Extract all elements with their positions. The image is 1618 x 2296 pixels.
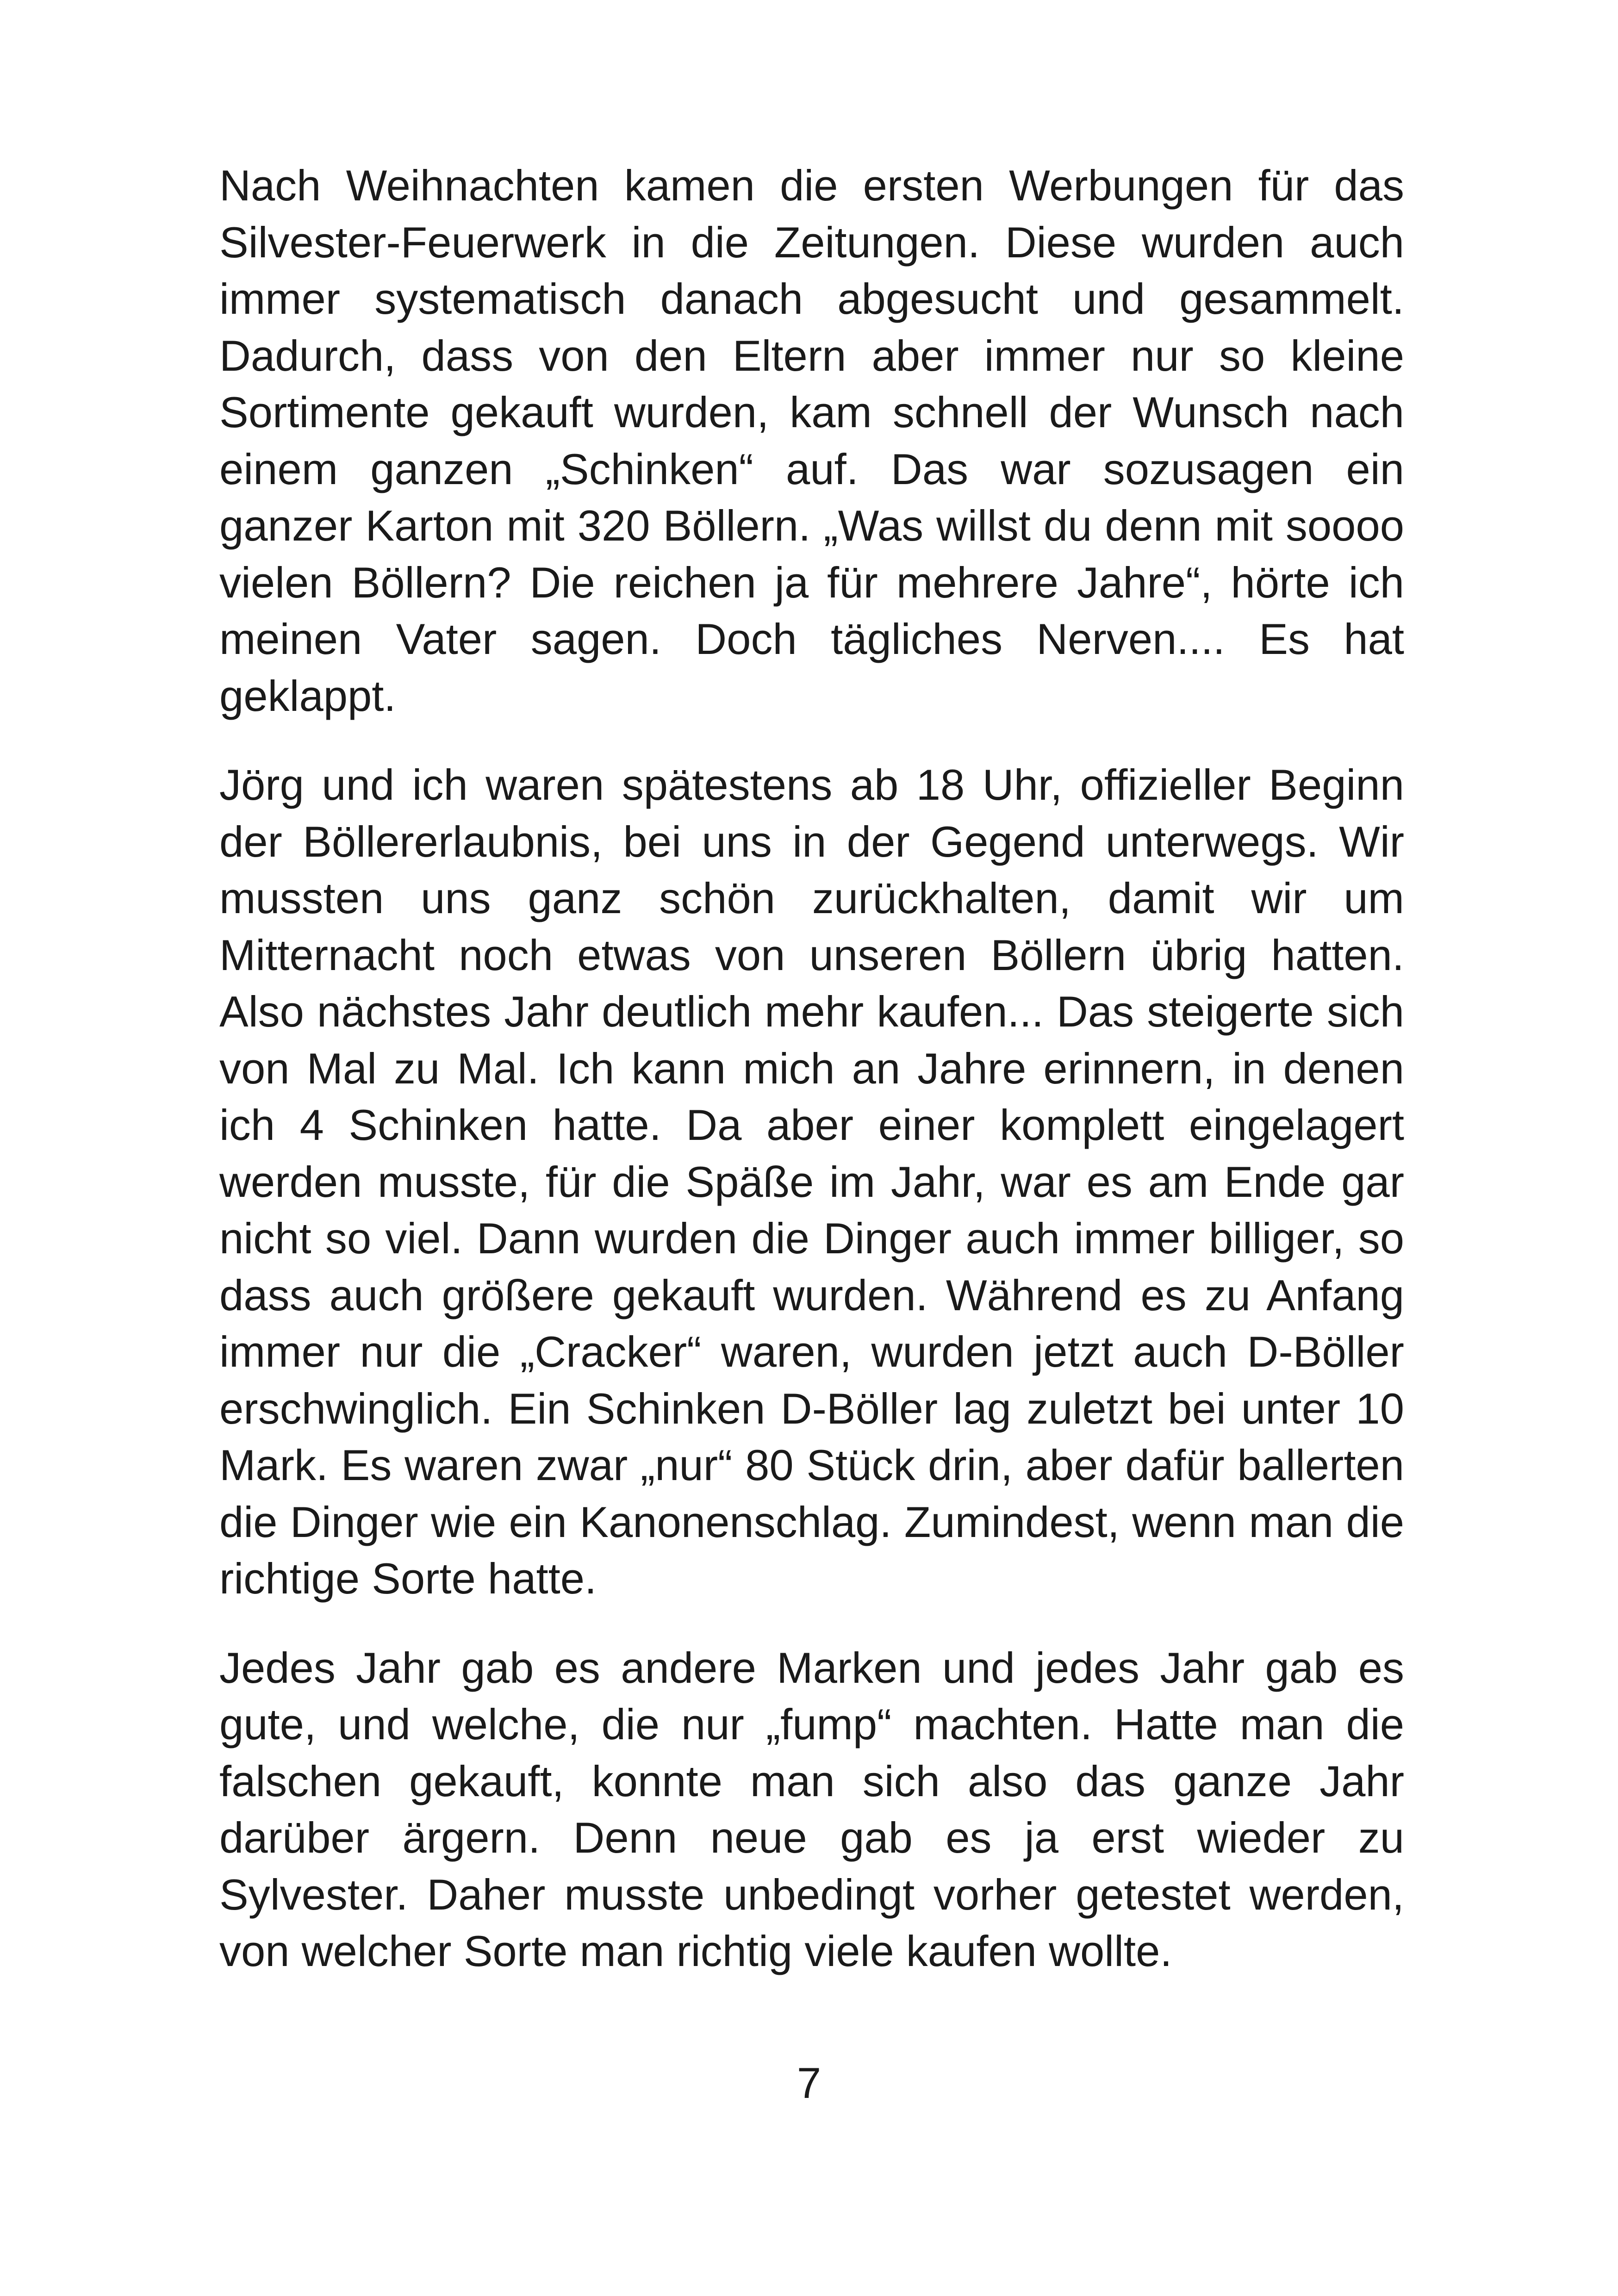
paragraph-3: Jedes Jahr gab es andere Marken und jedes Jahr gab es gute, und welche, die nur „fump“ machten. Hatte man die falschen gekauft, konnte man sich also das ganze Jahr darüber ärgern. Denn neue gab es ja erst wieder zu Sylvester. Daher musste unbedingt vorher getestet werden, von welcher Sorte man richtig viele kaufen wollte.	[219, 1643, 1404, 1975]
body-text	[219, 157, 1404, 1980]
paragraph-2: Jörg und ich waren spätestens ab 18 Uhr, offizieller Beginn der Böllererlaubnis, bei uns in der Gegend unterwegs. Wir mussten uns ganz schön zurückhalten, damit wir um Mitternacht noch etwas von unseren Böllern übrig hatten. Also nächstes Jahr deutlich mehr kaufen... Das steigerte sich von Mal zu Mal. Ich kann mich an Jahre erinnern, in denen ich 4 Schinken hatte. Da aber einer komplett eingelagert werden musste, für die Späße im Jahr, war es am Ende gar nicht so viel. Dann wurden die Dinger auch immer billiger, so dass auch größere gekauft wurden. Während es zu Anfang immer nur die „Cracker“ waren, wurden jetzt auch D-Böller erschwinglich. Ein Schinken D-Böller lag zuletzt bei unter 10 Mark. Es waren zwar „nur“ 80 Stück drin, aber dafür ballerten die Dinger wie ein Kanonenschlag. Zumindest, wenn man die richtige Sorte hatte.	[219, 760, 1404, 1603]
page-number: 7	[797, 2059, 821, 2107]
paragraph-1: Nach Weihnachten kamen die ersten Werbungen für das Silvester-Feuerwerk in die Zeitungen. Diese wurden auch immer systematisch danach abgesucht und gesammelt. Dadurch, dass von den Eltern aber immer nur so kleine Sortimente gekauft wurden, kam schnell der Wunsch nach einem ganzen „Schinken“ auf. Das war sozusagen ein ganzer Karton mit 320 Böllern. „Was willst du denn mit soooo vielen Böllern? Die reichen ja für mehrere Jahre“, hörte ich meinen Vater sagen. Doch tägliches Nerven.... Es hat geklappt.	[219, 161, 1404, 720]
